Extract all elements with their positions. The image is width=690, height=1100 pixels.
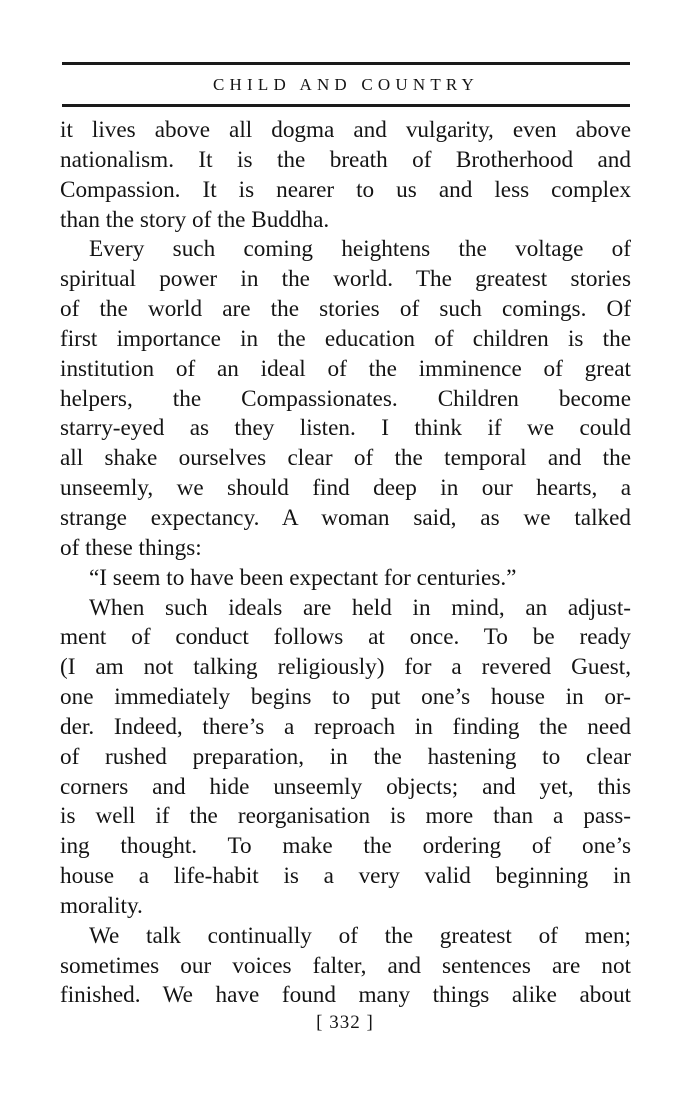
text-line: We talk continually of the greatest of men;: [89, 922, 631, 949]
text-line: When such ideals are held in mind, an adjust-: [89, 594, 631, 621]
text-line: sometimes our voices falter, and sentences are not: [60, 952, 631, 979]
text-line: strange expectancy. A woman said, as we talked: [60, 504, 631, 531]
text-line: ment of conduct follows at once. To be ready: [60, 624, 631, 651]
text-line: than the story of the Buddha.: [60, 206, 330, 233]
text-line: Compassion. It is nearer to us and less complex: [60, 176, 631, 203]
text-line: it lives above all dogma and vulgarity, even above: [60, 117, 631, 143]
text-line: institution of an ideal of the imminence of great: [60, 355, 631, 382]
text-line: corners and hide unseemly objects; and yet, this: [60, 773, 631, 800]
text-line: “I seem to have been expectant for centuries.”: [89, 564, 517, 591]
text-line: of the world are the stories of such comings. Of: [60, 296, 631, 323]
text-line: house a life-habit is a very valid beginning in: [60, 863, 631, 890]
text-line: unseemly, we should find deep in our hearts, a: [60, 475, 631, 502]
text-line: ing thought. To make the ordering of one’s: [60, 833, 631, 860]
text-line: der. Indeed, there’s a reproach in finding the need: [60, 713, 631, 740]
text-line: morality.: [60, 892, 143, 919]
text-line: nationalism. It is the breath of Brotherhood and: [60, 146, 631, 173]
text-line: all shake ourselves clear of the temporal and the: [60, 445, 631, 472]
page-number: [ 332 ]: [316, 1012, 374, 1033]
text-line: one immediately begins to put one’s house in or-: [60, 684, 631, 711]
text-line: helpers, the Compassionates. Children become: [60, 385, 631, 412]
running-title: CHILD AND COUNTRY: [213, 75, 479, 94]
header-rule-bottom: [62, 104, 630, 107]
header-rule-top: [62, 62, 630, 65]
text-line: Every such coming heightens the voltage of: [89, 236, 631, 263]
text-line: (I am not talking religiously) for a revered Guest,: [60, 654, 631, 681]
text-line: spiritual power in the world. The greatest stories: [60, 266, 631, 293]
text-line: of these things:: [60, 534, 202, 561]
text-line: finished. We have found many things alike about: [60, 982, 631, 1009]
text-line: starry-eyed as they listen. I think if we could: [60, 415, 631, 442]
body-text: [60, 116, 631, 1011]
text-line: first importance in the education of children is the: [60, 325, 631, 352]
text-line: is well if the reorganisation is more than a pass-: [60, 803, 631, 830]
text-line: of rushed preparation, in the hastening to clear: [60, 743, 631, 770]
